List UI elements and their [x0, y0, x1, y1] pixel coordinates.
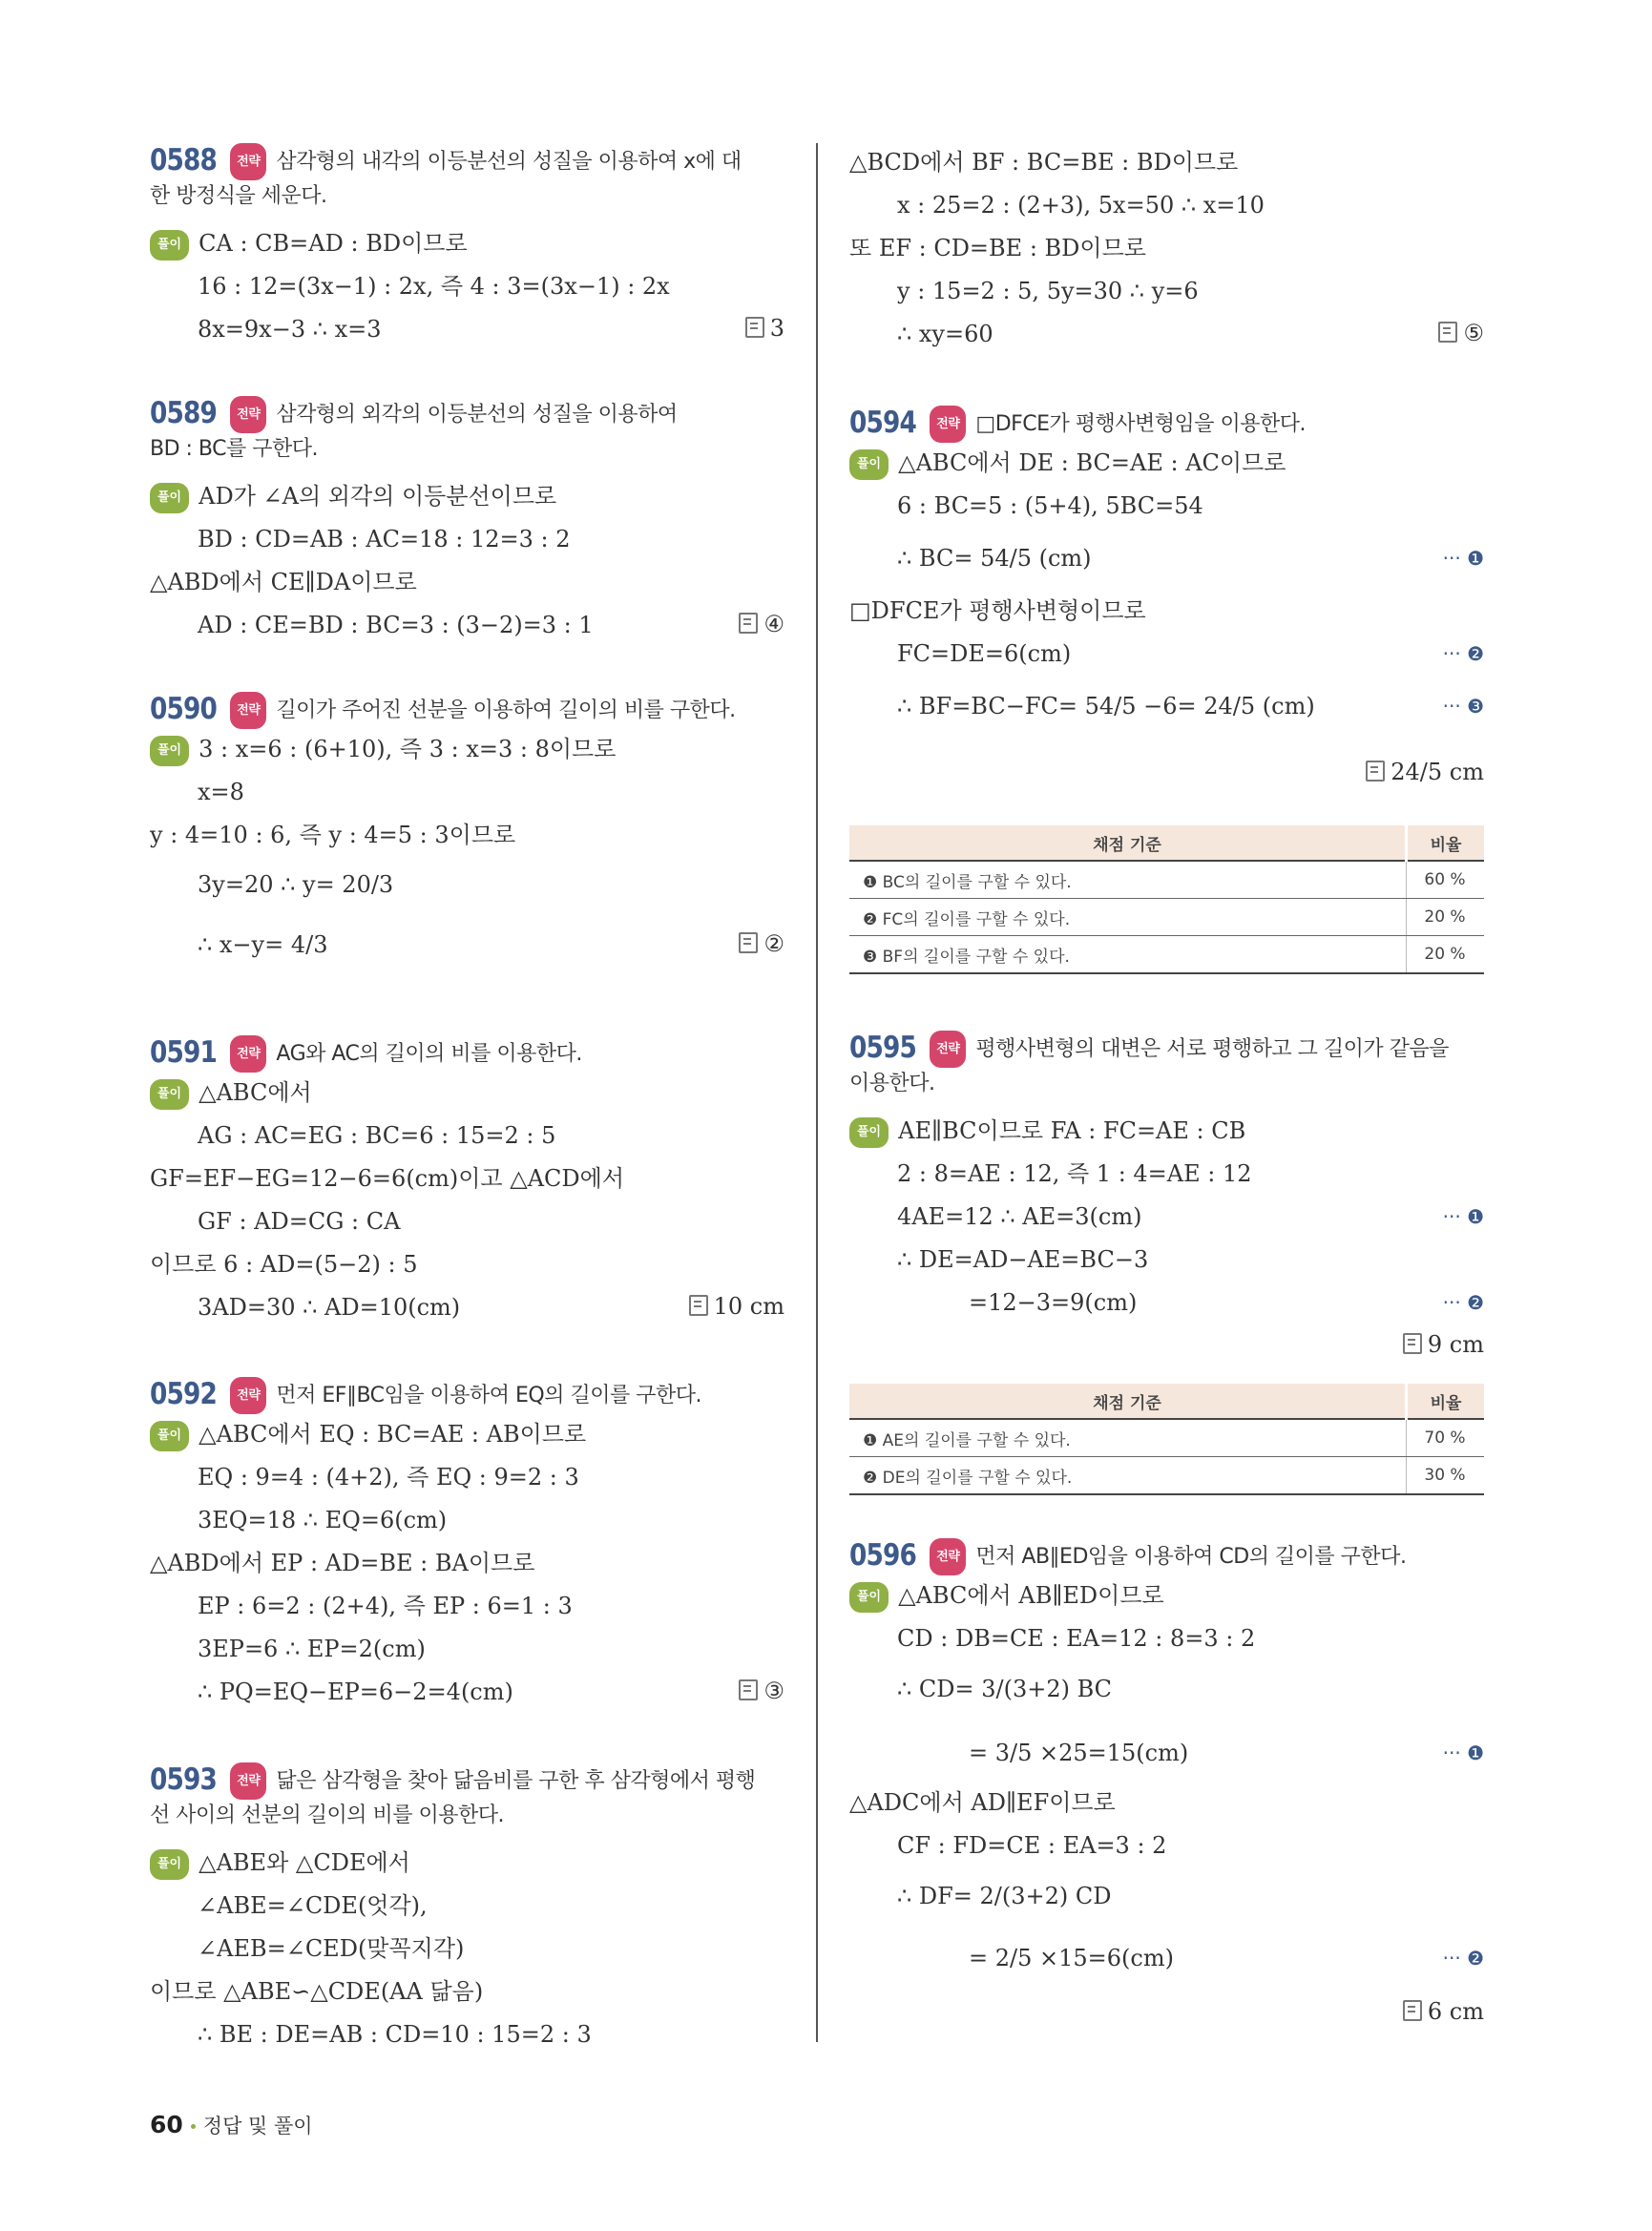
problem-number: 0596	[849, 1538, 916, 1573]
solution-tag: 풀이	[849, 449, 889, 480]
grading-criteria-header: 채점 기준	[849, 1384, 1407, 1419]
solution-line: ∴ CD= 3/(3+2) BC	[897, 1676, 1113, 1702]
solution-line: = 2/5 ×15=6(cm)	[969, 1945, 1174, 1971]
problem-number: 0593	[150, 1762, 217, 1797]
page-footer	[150, 2111, 313, 2139]
problem-number: 0595	[849, 1031, 916, 1065]
strategy-tag: 전략	[230, 396, 266, 433]
problem-0593	[150, 1762, 784, 2048]
answer-value: 24/5 cm	[1391, 759, 1484, 785]
page-number: 60	[150, 2111, 183, 2138]
solution-tag: 풀이	[849, 1117, 889, 1148]
solution-line: ∴ xy=60	[897, 321, 993, 347]
solution-line: ∴ PQ=EQ−EP=6−2=4(cm)	[198, 1678, 513, 1705]
strategy-text-cont: 선 사이의 선분의 길이의 비를 이용한다.	[150, 1804, 504, 1827]
table-row	[849, 899, 1484, 936]
strategy-text: 먼저 EF∥BC임을 이용하여 EQ의 길이를 구한다.	[276, 1384, 701, 1407]
solution-line: △ABC에서 EQ : BC=AE : AB이므로	[199, 1421, 587, 1448]
table-row	[849, 861, 1484, 899]
answer-icon	[745, 317, 764, 338]
solution-line: △ABE와 △CDE에서	[199, 1849, 410, 1876]
strategy-tag: 전략	[930, 1031, 966, 1068]
solution-line: △ABC에서 DE : BC=AE : AC이므로	[898, 449, 1286, 476]
solution-line: ∠AEB=∠CED(맞꼭지각)	[198, 1935, 465, 1962]
solution-line: y : 15=2 : 5, 5y=30 ∴ y=6	[897, 278, 1199, 304]
solution-line: 3y=20 ∴ y= 20/3	[198, 871, 394, 898]
solution-line: 또 EF : CD=BE : BD이므로	[849, 235, 1146, 261]
table-row	[849, 936, 1484, 974]
grading-ratio-header: 비율	[1407, 825, 1485, 861]
grading-ratio: 30 %	[1407, 1457, 1485, 1495]
strategy-text-cont: 한 방정식을 세운다.	[150, 184, 327, 208]
problem-0589	[150, 396, 784, 644]
solution-line: △ADC에서 AD∥EF이므로	[849, 1789, 1116, 1816]
problem-number: 0590	[150, 692, 217, 726]
strategy-text: 삼각형의 외각의 이등분선의 성질을 이용하여	[276, 403, 678, 427]
problem-0592	[150, 1377, 784, 1705]
solution-line: FC=DE=6(cm)	[897, 640, 1072, 667]
solution-line: = 3/5 ×25=15(cm)	[969, 1740, 1189, 1766]
solution-tag: 풀이	[150, 1849, 189, 1880]
solution-tag: 풀이	[150, 1079, 189, 1110]
footer-dot	[191, 2124, 196, 2129]
step-marker-2: ··· ❷	[1442, 1947, 1484, 1970]
solution-line: 3AD=30 ∴ AD=10(cm)	[198, 1294, 461, 1321]
solution-line: GF=EF−EG=12−6=6(cm)이고 △ACD에서	[150, 1165, 624, 1192]
solution-tag: 풀이	[150, 230, 189, 261]
solution-line: 3EP=6 ∴ EP=2(cm)	[198, 1636, 426, 1662]
grading-ratio: 70 %	[1407, 1419, 1485, 1457]
solution-line: ∴ BC= 54/5 (cm)	[897, 545, 1092, 572]
strategy-tag: 전략	[230, 1762, 266, 1800]
solution-line: △ABD에서 CE∥DA이므로	[150, 569, 417, 595]
answer-icon	[1366, 761, 1385, 782]
grading-criterion: ❷ FC의 길이를 구할 수 있다.	[849, 899, 1407, 936]
solution-line: EP : 6=2 : (2+4), 즉 EP : 6=1 : 3	[198, 1593, 573, 1619]
strategy-text: □DFCE가 평행사변형임을 이용한다.	[975, 412, 1307, 436]
strategy-tag: 전략	[230, 1377, 266, 1414]
table-row	[849, 1457, 1484, 1495]
grading-ratio: 20 %	[1407, 899, 1485, 936]
problem-0596	[849, 1538, 1484, 2034]
solution-line: ∴ BE : DE=AB : CD=10 : 15=2 : 3	[198, 2021, 592, 2048]
answer-value: 3	[769, 315, 784, 342]
problem-number: 0588	[150, 143, 217, 177]
strategy-text: 먼저 AB∥ED임을 이용하여 CD의 길이를 구한다.	[975, 1545, 1407, 1569]
grading-criterion: ❸ BF의 길이를 구할 수 있다.	[849, 936, 1407, 974]
answer-icon	[1403, 2000, 1422, 2021]
problem-0595	[849, 1031, 1484, 1527]
problem-number: 0592	[150, 1377, 217, 1411]
strategy-text-cont: BD : BC를 구한다.	[150, 437, 318, 461]
solution-line: CD : DB=CE : EA=12 : 8=3 : 2	[897, 1625, 1256, 1652]
grading-criterion: ❶ AE의 길이를 구할 수 있다.	[849, 1419, 1407, 1457]
strategy-text: AG와 AC의 길이의 비를 이용한다.	[276, 1042, 582, 1066]
strategy-text: 길이가 주어진 선분을 이용하여 길이의 비를 구한다.	[276, 698, 736, 722]
solution-line: x=8	[198, 779, 244, 805]
grading-ratio: 60 %	[1407, 861, 1485, 899]
solution-line: 4AE=12 ∴ AE=3(cm)	[897, 1203, 1142, 1230]
solution-line: ∴ DE=AD−AE=BC−3	[897, 1246, 1149, 1273]
problem-number: 0589	[150, 396, 217, 430]
solution-line: AD : CE=BD : BC=3 : (3−2)=3 : 1	[198, 612, 594, 638]
answer-value: 10 cm	[713, 1293, 784, 1320]
solution-line: 6 : BC=5 : (5+4), 5BC=54	[897, 492, 1203, 519]
solution-line: BD : CD=AB : AC=18 : 12=3 : 2	[198, 526, 571, 553]
answer-icon	[739, 932, 758, 953]
strategy-text: 닮은 삼각형을 찾아 닮음비를 구한 후 삼각형에서 평행	[276, 1769, 756, 1793]
answer-value: ③	[763, 1678, 784, 1704]
answer-icon	[1403, 1333, 1422, 1354]
solution-line: △ABC에서 AB∥ED이므로	[898, 1582, 1164, 1609]
solution-tag: 풀이	[150, 1421, 189, 1451]
solution-tag: 풀이	[150, 736, 189, 766]
solution-line: x : 25=2 : (2+3), 5x=50 ∴ x=10	[897, 192, 1265, 219]
answer-icon	[739, 613, 758, 634]
solution-line: AG : AC=EG : BC=6 : 15=2 : 5	[198, 1122, 556, 1149]
grading-criteria-header: 채점 기준	[849, 825, 1407, 861]
solution-line: △ABD에서 EP : AD=BE : BA이므로	[150, 1550, 535, 1576]
grading-table	[849, 825, 1484, 974]
solution-line: 이므로 6 : AD=(5−2) : 5	[150, 1251, 418, 1278]
table-row	[849, 1419, 1484, 1457]
column-divider	[816, 143, 818, 2042]
problem-number: 0591	[150, 1035, 217, 1070]
solution-line: 16 : 12=(3x−1) : 2x, 즉 4 : 3=(3x−1) : 2x	[198, 273, 670, 300]
grading-criterion: ❶ BC의 길이를 구할 수 있다.	[849, 861, 1407, 899]
answer-icon	[689, 1295, 708, 1316]
footer-label: 정답 및 풀이	[202, 2115, 313, 2137]
solution-line: ∴ BF=BC−FC= 54/5 −6= 24/5 (cm)	[897, 693, 1315, 719]
solution-line: 8x=9x−3 ∴ x=3	[198, 316, 382, 343]
solution-line: =12−3=9(cm)	[969, 1289, 1138, 1316]
solution-line: 2 : 8=AE : 12, 즉 1 : 4=AE : 12	[897, 1160, 1252, 1187]
solution-tag: 풀이	[150, 483, 189, 513]
answer-value: 9 cm	[1427, 1331, 1484, 1358]
step-marker-3: ··· ❸	[1442, 695, 1484, 718]
answer-value: ④	[763, 611, 784, 637]
strategy-tag: 전략	[230, 692, 266, 729]
problem-0590	[150, 692, 784, 969]
strategy-tag: 전략	[230, 1035, 266, 1073]
problem-0594	[849, 406, 1484, 978]
answer-icon	[1438, 322, 1457, 343]
strategy-tag: 전략	[930, 1538, 966, 1575]
step-marker-2: ··· ❷	[1442, 642, 1484, 665]
solution-line: CA : CB=AD : BD이므로	[199, 230, 468, 257]
grading-ratio: 20 %	[1407, 936, 1485, 974]
solution-tag: 풀이	[849, 1582, 889, 1613]
step-marker-1: ··· ❶	[1442, 547, 1484, 570]
strategy-text: 평행사변형의 대변은 서로 평행하고 그 길이가 같음을	[975, 1037, 1449, 1061]
solution-line: △ABC에서	[199, 1079, 312, 1106]
solution-line: △BCD에서 BF : BC=BE : BD이므로	[849, 149, 1239, 176]
answer-icon	[739, 1679, 758, 1700]
solution-line: AD가 ∠A의 외각의 이등분선이므로	[199, 483, 557, 510]
solution-line: 3EQ=18 ∴ EQ=6(cm)	[198, 1507, 448, 1533]
strategy-text: 삼각형의 내각의 이등분선의 성질을 이용하여 x에 대	[276, 150, 742, 174]
solution-line: y : 4=10 : 6, 즉 y : 4=5 : 3이므로	[150, 822, 516, 848]
grading-criterion: ❷ DE의 길이를 구할 수 있다.	[849, 1457, 1407, 1495]
solution-line: 3 : x=6 : (6+10), 즉 3 : x=3 : 8이므로	[199, 736, 617, 762]
strategy-tag: 전략	[230, 143, 266, 180]
solution-line: 이므로 △ABE∽△CDE(AA 닮음)	[150, 1978, 484, 2005]
solution-line: AE∥BC이므로 FA : FC=AE : CB	[898, 1117, 1246, 1144]
step-marker-1: ··· ❶	[1442, 1741, 1484, 1764]
solution-line: ∴ x−y= 4/3	[198, 931, 328, 958]
step-marker-2: ··· ❷	[1442, 1291, 1484, 1314]
answer-value: ②	[763, 930, 784, 957]
problem-number: 0594	[849, 406, 916, 440]
answer-value: 6 cm	[1427, 1998, 1484, 2025]
grading-ratio-header: 비율	[1407, 1384, 1485, 1419]
strategy-text-cont: 이용한다.	[849, 1072, 935, 1095]
solution-line: EQ : 9=4 : (4+2), 즉 EQ : 9=2 : 3	[198, 1464, 579, 1491]
problem-0588	[150, 143, 784, 353]
problem-0591	[150, 1035, 784, 1322]
step-marker-1: ··· ❶	[1442, 1205, 1484, 1228]
solution-line: CF : FD=CE : EA=3 : 2	[897, 1832, 1167, 1859]
grading-table	[849, 1384, 1484, 1495]
solution-line: ∴ DF= 2/(3+2) CD	[897, 1883, 1112, 1909]
solution-line: ∠ABE=∠CDE(엇각),	[198, 1892, 428, 1919]
answer-value: ⑤	[1463, 320, 1484, 346]
solution-line: □DFCE가 평행사변형이므로	[849, 597, 1146, 624]
strategy-tag: 전략	[930, 406, 966, 443]
problem-0593-continued	[849, 143, 1484, 363]
solution-line: GF : AD=CG : CA	[198, 1208, 401, 1235]
